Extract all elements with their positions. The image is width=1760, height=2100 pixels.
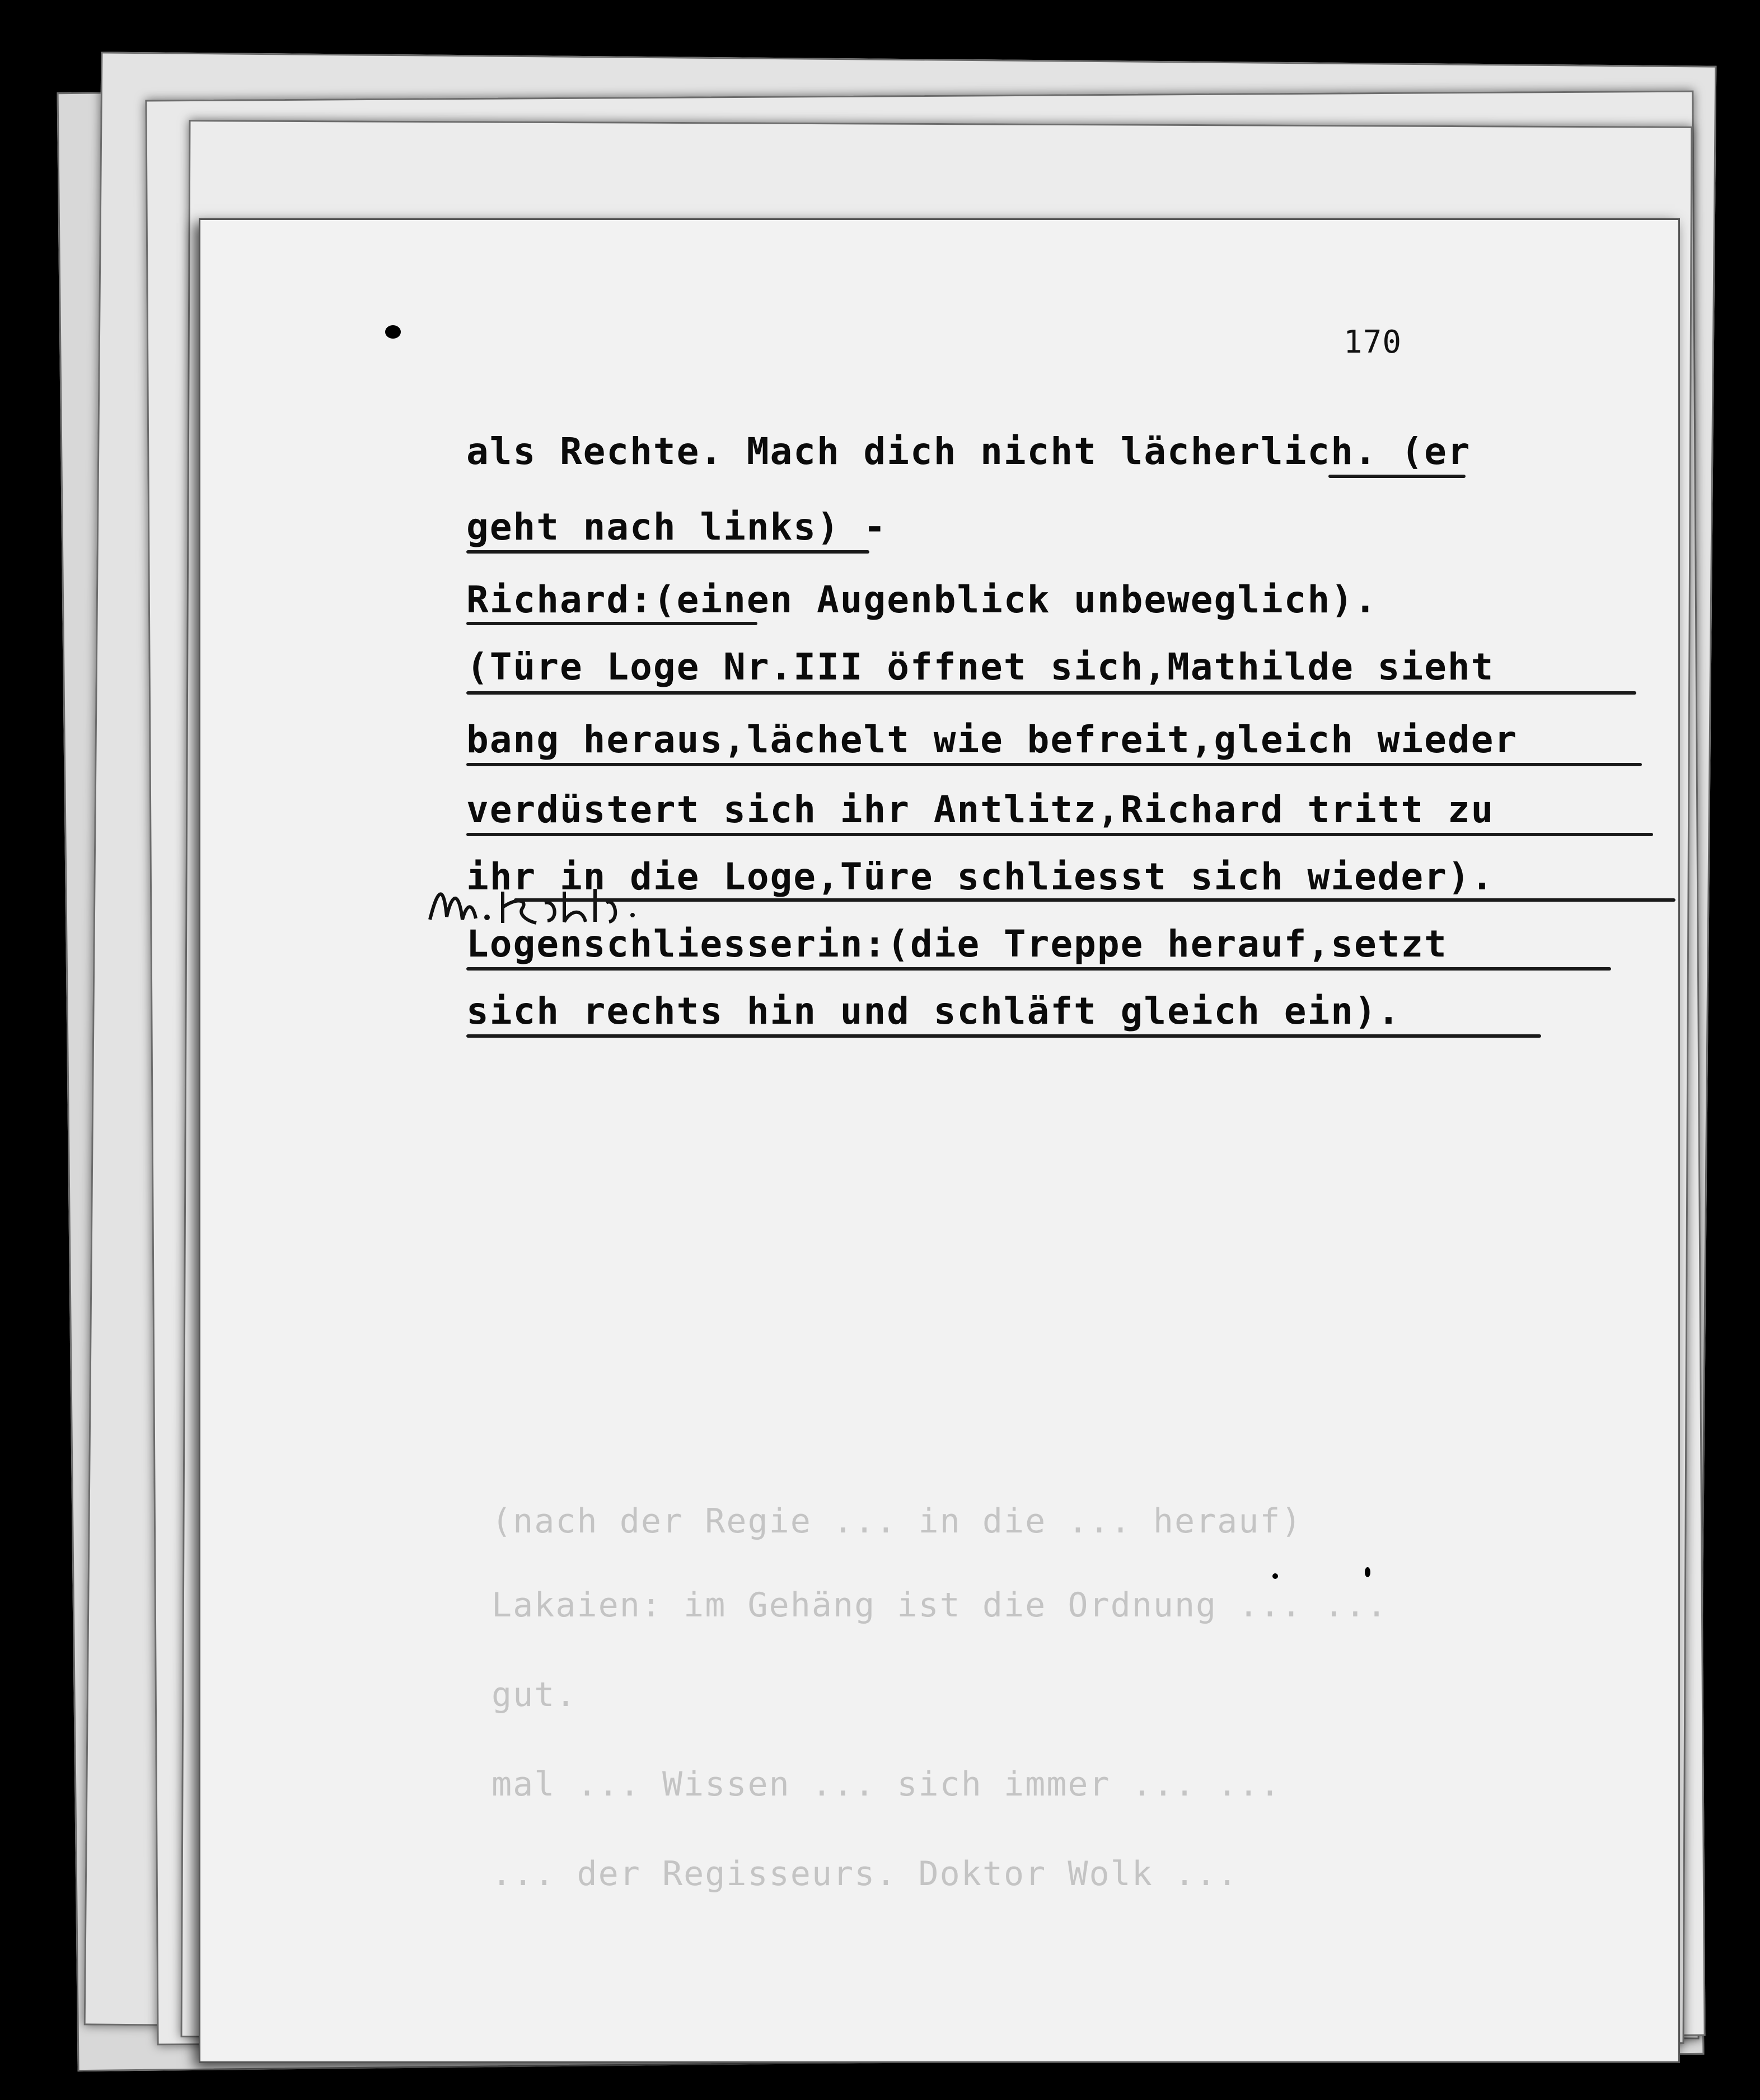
underline (1328, 475, 1466, 478)
faint-bleed-through-line: (nach der Regie ... in die ... herauf) (492, 1502, 1303, 1541)
text-line-6: verdüstert sich ihr Antlitz,Richard tritt zu (466, 788, 1495, 831)
text-line-9: sich rechts hin und schläft gleich ein). (466, 990, 1401, 1033)
front-page (199, 218, 1680, 2063)
ink-spot (385, 325, 401, 339)
underline (466, 622, 757, 625)
text-line-7: ihr in die Loge,Türe schliesst sich wieder). (466, 855, 1495, 898)
text-line-8: Logenschliesserin:(die Treppe herauf,setzt (466, 922, 1448, 965)
underline (514, 898, 1675, 902)
text-line-3: Richard:(einen Augenblick unbeweglich). (466, 578, 1378, 621)
underline (466, 550, 869, 554)
ink-spot (1365, 1567, 1370, 1577)
underline (466, 691, 1636, 695)
underline (466, 1034, 1541, 1038)
underline (466, 967, 1611, 971)
text-line-1: als Rechte. Mach dich nicht lächerlich. (er (466, 430, 1471, 473)
ink-spot (1272, 1573, 1278, 1579)
faint-bleed-through-line: ... der Regisseurs. Doktor Wolk ... (492, 1854, 1239, 1893)
underline (466, 763, 1642, 766)
text-line-4: (Türe Loge Nr.III öffnet sich,Mathilde sieht (466, 645, 1495, 688)
underline (466, 833, 1653, 836)
text-line-5: bang heraus,lächelt wie befreit,gleich wieder (466, 718, 1518, 761)
page-number: 170 (1344, 324, 1402, 360)
faint-bleed-through-line: gut. (492, 1675, 577, 1714)
faint-bleed-through-line: Lakaien: im Gehäng ist die Ordnung ... ... (492, 1586, 1388, 1625)
faint-bleed-through-line: mal ... Wissen ... sich immer ... ... (492, 1765, 1281, 1804)
text-line-2: geht nach links) - (466, 505, 887, 549)
